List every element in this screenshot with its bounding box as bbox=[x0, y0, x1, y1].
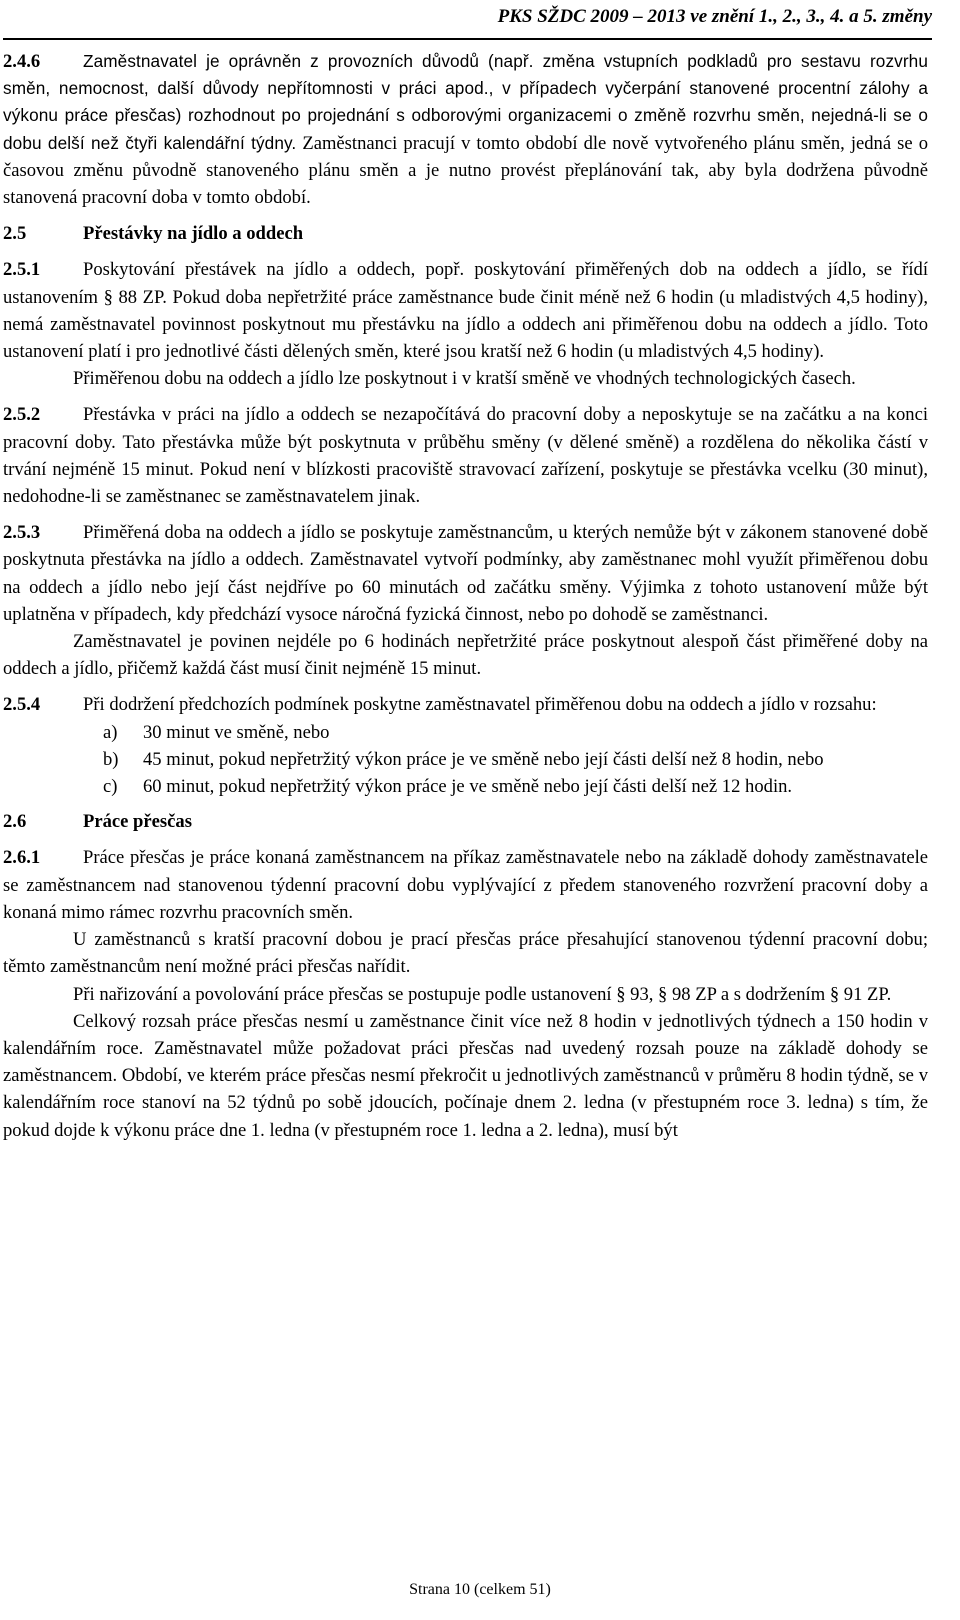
document-body bbox=[3, 48, 928, 1144]
list-item-text: 30 minut ve směně, nebo bbox=[143, 721, 330, 743]
section-title: Práce přesčas bbox=[83, 811, 192, 833]
section-number: 2.5.3 bbox=[3, 522, 41, 544]
section-2-5-3-paragraph-2: Zaměstnavatel je povinen nejdéle po 6 hodinách nepřetržité práce poskytnout alespoň část přiměřené doby na oddech a jídlo, přičemž každá část musí činit nejméně 15 minut. bbox=[3, 631, 928, 680]
section-2-4-6 bbox=[3, 48, 928, 211]
section-number: 2.5.4 bbox=[3, 694, 41, 716]
list-item bbox=[3, 719, 928, 746]
section-2-6-1-paragraph-3: Při nařizování a povolování práce přesčas se postupuje podle ustanovení § 93, § 98 ZP a s dodržením § 91 ZP. bbox=[73, 983, 892, 1005]
section-number: 2.4.6 bbox=[3, 51, 41, 72]
page-header: PKS SŽDC 2009 – 2013 ve znění 1., 2., 3., 4. a 5. změny bbox=[497, 6, 932, 27]
list-item-text: 45 minut, pokud nepřetržitý výkon práce je ve směně nebo její části delší než 8 hodin, nebo bbox=[143, 748, 824, 770]
section-2-6-1-paragraph-4: Celkový rozsah práce přesčas nesmí u zaměstnance činit více než 8 hodin v jednotlivých týdnech a 150 hodin v kalendářním roce. Zaměstnavatel může požadovat práci přesčas nad uvedený rozsah pouze na základě dohody se zaměstnancem. Období, ve kterém práce přesčas nesmí překročit u jednotlivých zaměstnanců v průměru 8 hodin týdně, se v kalendářním roce stanoví na 52 týdnů po sobě jdoucích, počínaje dnem 2. ledna (v přestupném roce 3. ledna) s tím, že pokud dojde k výkonu práce dne 1. ledna (v přestupném roce 1. ledna a 2. ledna), musí být bbox=[3, 1010, 928, 1141]
section-title: Přestávky na jídlo a oddech bbox=[83, 223, 304, 245]
section-number: 2.5.2 bbox=[3, 404, 41, 426]
section-2-5-heading bbox=[3, 220, 928, 247]
section-2-5-1 bbox=[3, 256, 928, 365]
section-number: 2.6 bbox=[3, 811, 27, 833]
section-2-5-2 bbox=[3, 401, 928, 510]
list-item-letter: b) bbox=[103, 748, 119, 770]
page-footer: Strana 10 (celkem 51) bbox=[409, 1581, 551, 1598]
section-text: Zaměstnavatel je oprávněn z provozních důvodů (např. změna vstupních podkladů pro sestavu rozvrhu směn, nemocnost, další důvody nepřítomnosti v práci apod., v případech vyčerpání stanovené procentní zálohy a výkonu práce přesčas) rozhodnout po projednání s odborovými organizacemi o změně rozvrhu směn, nejedná-li se o dobu delší než čtyři kalendářní týdny. bbox=[3, 51, 928, 153]
list-item bbox=[3, 746, 928, 773]
section-2-5-1-paragraph-2: Přiměřenou dobu na oddech a jídlo lze poskytnout i v kratší směně ve vhodných technologických časech. bbox=[73, 368, 856, 390]
section-text: Při dodržení předchozích podmínek poskytne zaměstnavatel přiměřenou dobu na oddech a jídlo v rozsahu: bbox=[83, 694, 877, 716]
list-item-letter: c) bbox=[103, 776, 118, 798]
list-item-letter: a) bbox=[103, 721, 118, 743]
section-text: Poskytování přestávek na jídlo a oddech, popř. poskytování přiměřených dob na oddech a jídlo, se řídí ustanovením § 88 ZP. Pokud doba nepřetržité práce zaměstnance bude činit méně než 6 hodin (u mladistvých 4,5 hodiny), nemá zaměstnavatel povinnost poskytnout mu přestávku na jídlo a oddech ani přiměřenou dobu na oddech a jídlo. Toto ustanovení platí i pro jednotlivé části dělených směn, které jsou kratší než 6 hodin (u mladistvých 4,5 hodiny). bbox=[3, 259, 928, 363]
section-2-5-3 bbox=[3, 519, 928, 628]
list-item-text: 60 minut, pokud nepřetržitý výkon práce je ve směně nebo její části delší než 12 hodin. bbox=[143, 776, 793, 798]
section-2-6-heading bbox=[3, 808, 928, 835]
section-number: 2.5.1 bbox=[3, 259, 41, 281]
section-text-continued: Zaměstnanci pracují v tomto období dle nově vytvořeného plánu směn, jedná se o časovou změnu původně stanoveného plánu směn a je nutno provést přeplánování tak, aby byla dodržena původně stanovená pracovní doba v tomto období. bbox=[3, 132, 928, 209]
section-text: Práce přesčas je práce konaná zaměstnancem na příkaz zaměstnavatele nebo na základě dohody zaměstnavatele se zaměstnancem nad stanovenou týdenní pracovní dobu vyplývající z předem stanoveného rozvržení pracovní doby a konaná mimo rámec rozvrhu pracovních směn. bbox=[3, 847, 928, 923]
section-2-6-1-paragraph-2: U zaměstnanců s kratší pracovní dobou je prací přesčas práce přesahující stanovenou týdenní pracovní dobu; těmto zaměstnancům není možné práci přesčas nařídit. bbox=[3, 929, 928, 978]
section-number: 2.6.1 bbox=[3, 847, 41, 869]
section-text: Přiměřená doba na oddech a jídlo se poskytuje zaměstnancům, u kterých nemůže být v zákonem stanovené době poskytnuta přestávka na jídlo a oddech. Zaměstnavatel vytvoří podmínky, aby zaměstnanec mohl využít přiměřenou dobu na oddech a jídlo nebo její část nejdříve po 60 minutách od začátku směny. Výjimka z tohoto ustanovení může být uplatněna v případech, kdy předchází vysoce náročná fyzická činnost, nebo po dohodě se zaměstnanci. bbox=[3, 522, 928, 625]
header-rule bbox=[3, 38, 932, 40]
section-2-6-1 bbox=[3, 844, 928, 926]
section-text: Přestávka v práci na jídlo a oddech se nezapočítává do pracovní doby a neposkytuje se na začátku a na konci pracovní doby. Tato přestávka může být poskytnuta v průběhu směny (v dělené směně) a rozdělena do několika částí v trvání nejméně 15 minut. Pokud není v blízkosti pracoviště stravovací zařízení, poskytuje se přestávka vcelku (30 minut), nedohodne-li se zaměstnanec se zaměstnavatelem jinak. bbox=[3, 404, 928, 508]
list-item bbox=[3, 773, 928, 800]
section-number: 2.5 bbox=[3, 223, 27, 245]
section-2-5-4 bbox=[3, 691, 928, 718]
meal-break-list bbox=[3, 719, 928, 801]
